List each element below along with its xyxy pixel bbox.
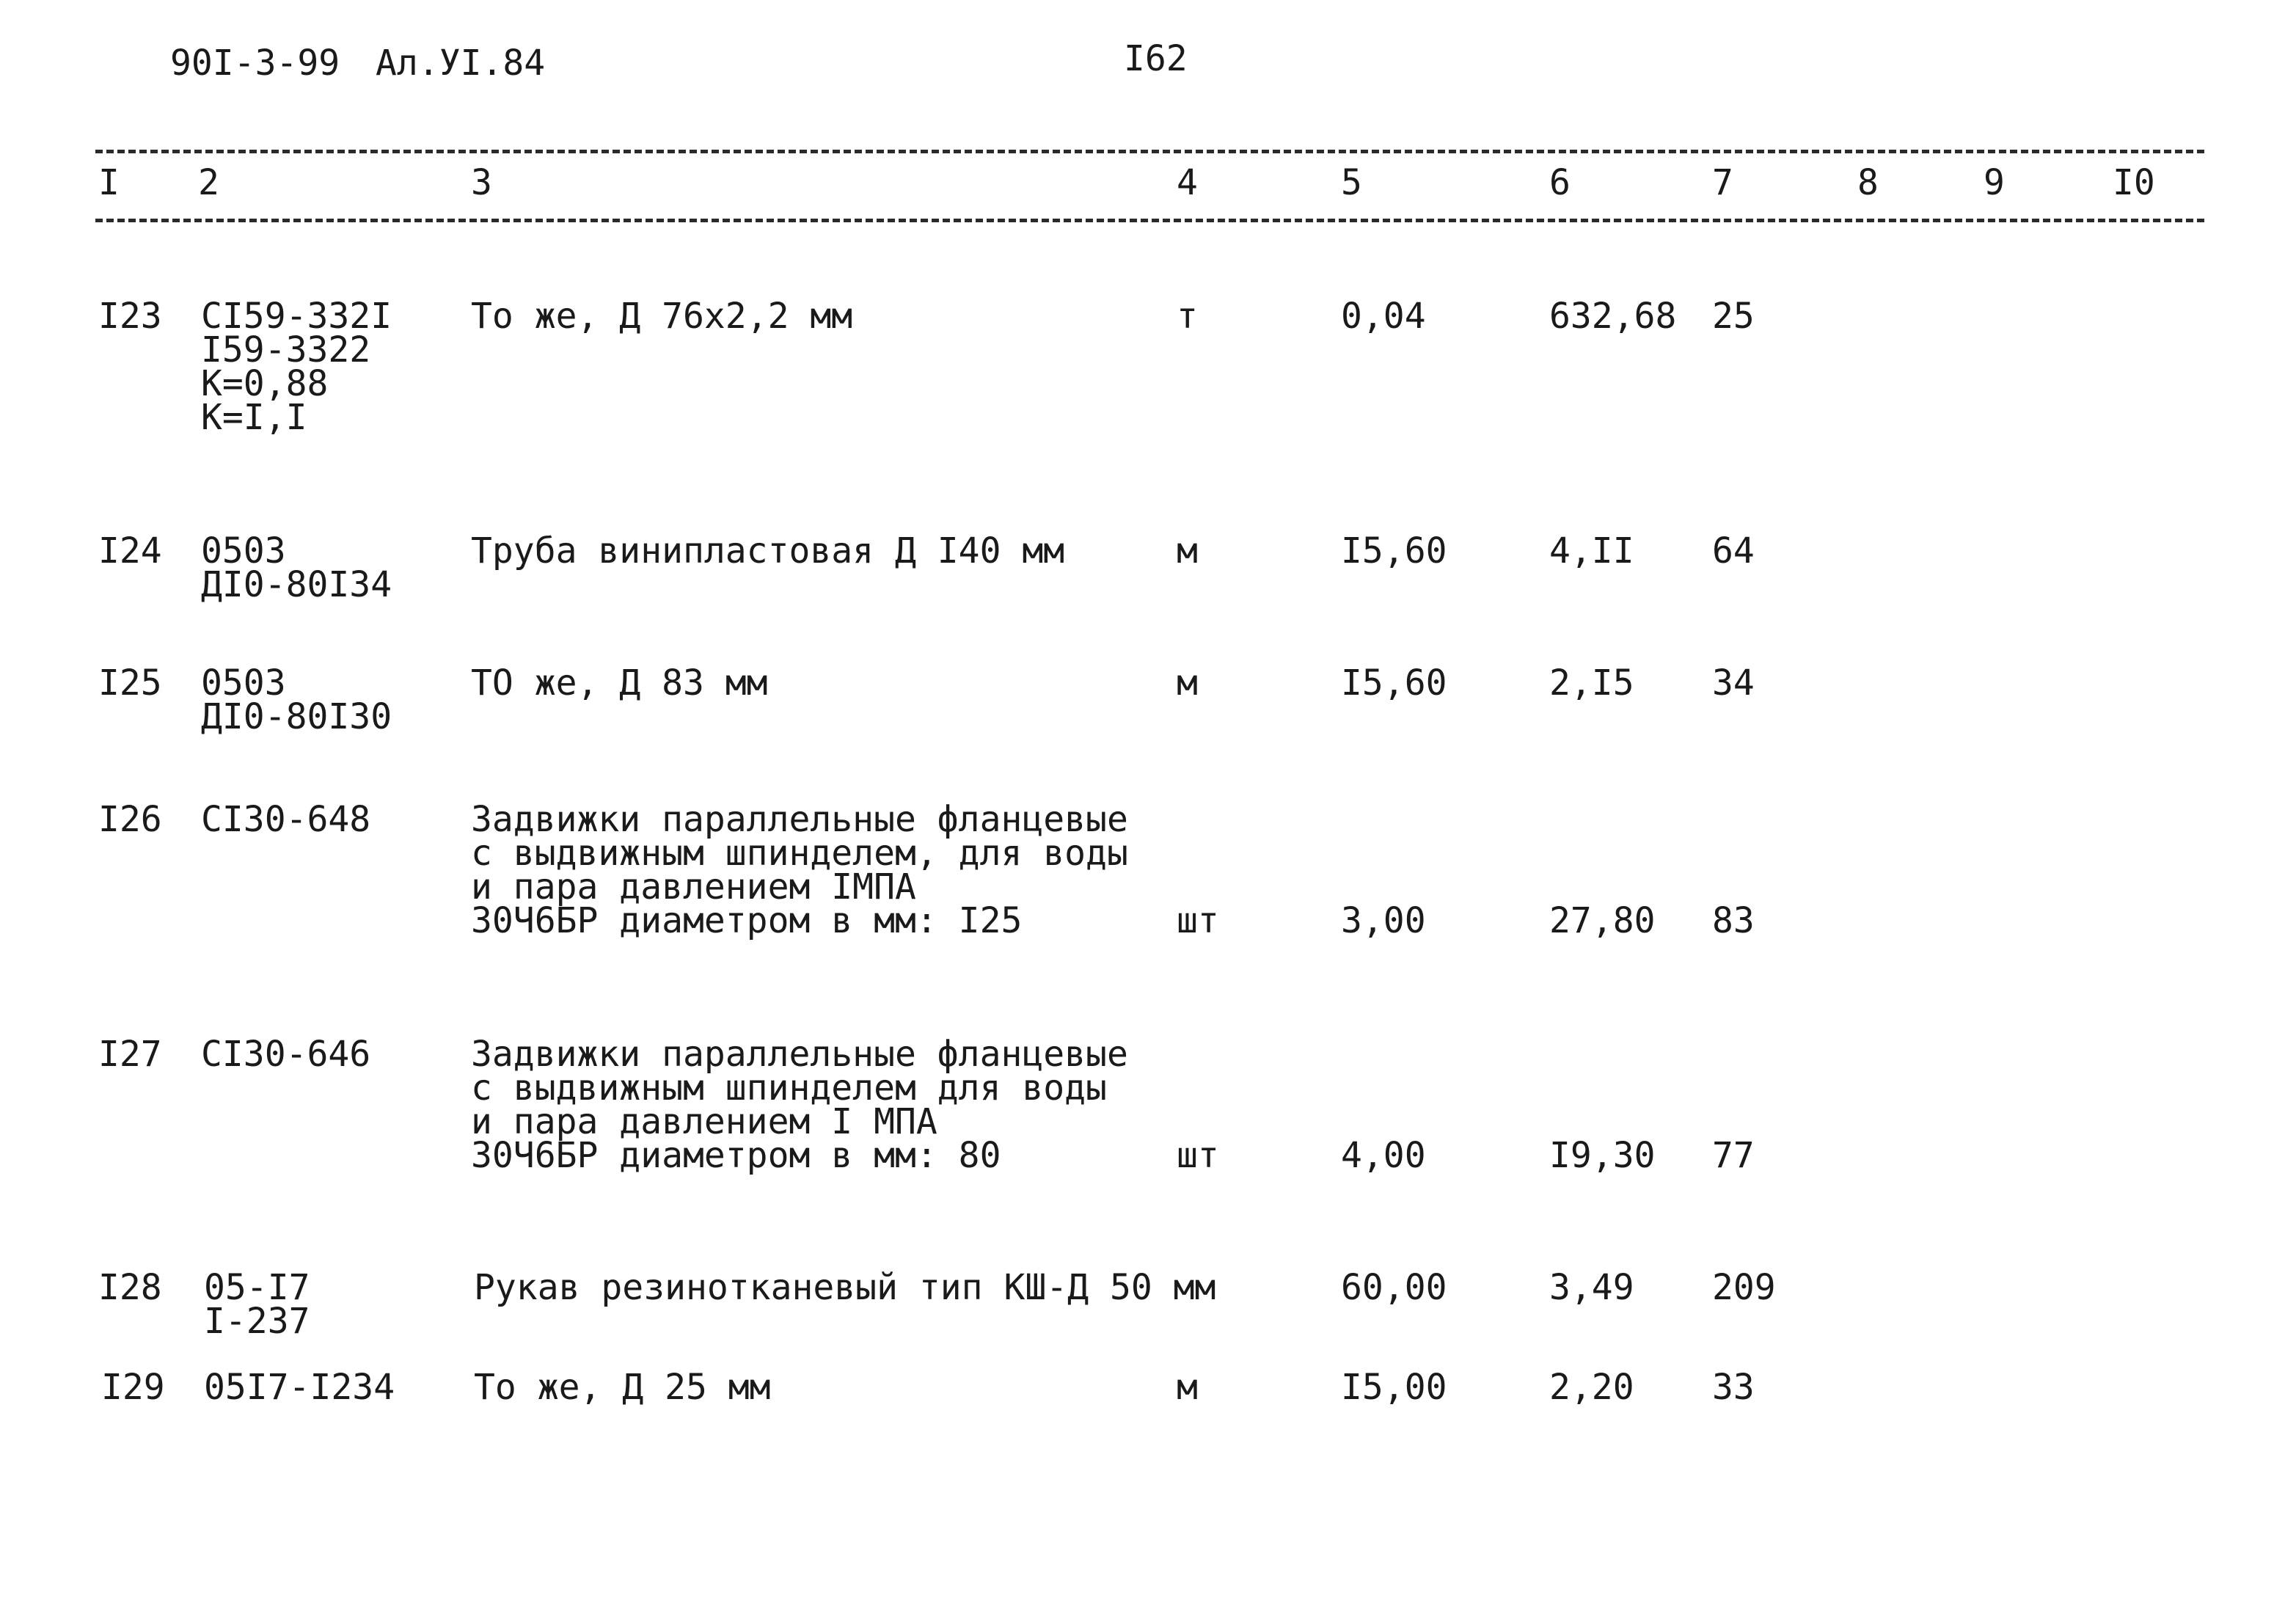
row-quantity: 60,00 [1341,1267,1447,1308]
row-quantity: 0,04 [1341,296,1426,337]
row-price: 27,80 [1549,900,1656,941]
row-description: Рукав резинотканевый тип КШ-Д 50 мм [474,1267,1216,1308]
header-rule-bottom [95,219,2204,222]
header-rule-top [95,150,2204,153]
row-price: 4,II [1549,530,1634,572]
row-unit: т [1177,296,1198,337]
row-number: I26 [98,799,162,840]
row-total: 83 [1712,900,1755,941]
row-description: ТО же, Д 83 мм [471,662,768,704]
row-unit: м [1177,530,1198,572]
col-header-5: 5 [1341,162,1362,203]
doc-code: 90I-3-99 [170,43,340,84]
row-total: 64 [1712,530,1755,572]
album-number: Ал.УI.84 [376,43,546,84]
col-header-7: 7 [1712,162,1733,203]
row-quantity: I5,60 [1341,530,1447,572]
col-header-1: I [98,162,120,203]
row-total: 25 [1712,296,1755,337]
row-description: Задвижки параллельные фланцевые с выдвижным шпинделем, для воды и пара давлением IМПА 30Ч6БР диаметром в мм: I25 [471,799,1128,941]
row-description: То же, Д 25 мм [474,1367,771,1408]
row-number: I25 [98,662,162,704]
row-unit: шт [1177,900,1219,941]
row-unit: шт [1177,1135,1219,1176]
row-price: I9,30 [1549,1135,1656,1176]
row-code: CI59-332I I59-3322 K=0,88 K=I,I [201,296,392,438]
row-description: То же, Д 76х2,2 мм [471,296,853,337]
row-number: I28 [98,1267,162,1308]
row-quantity: I5,60 [1341,662,1447,704]
row-code: CI30-646 [201,1034,371,1075]
row-quantity: 3,00 [1341,900,1426,941]
page-number: I62 [1124,38,1188,79]
row-description: Задвижки параллельные фланцевые с выдвижным шпинделем для воды и пара давлением I МПА 30Ч6БР диаметром в мм: 80 [471,1034,1128,1176]
row-unit: м [1177,662,1198,704]
row-price: 632,68 [1549,296,1677,337]
row-price: 3,49 [1549,1267,1634,1308]
row-code: 0503 ДI0-80I30 [201,662,392,737]
row-code: 0503 ДI0-80I34 [201,530,392,605]
row-total: 33 [1712,1367,1755,1408]
row-description: Труба винипластовая Д I40 мм [471,530,1065,572]
row-code: CI30-648 [201,799,371,840]
row-number: I29 [101,1367,165,1408]
col-header-10: I0 [2113,162,2155,203]
row-quantity: I5,00 [1341,1367,1447,1408]
col-header-4: 4 [1177,162,1198,203]
row-code: 05-I7 I-237 [204,1267,310,1342]
row-quantity: 4,00 [1341,1135,1426,1176]
row-total: 77 [1712,1135,1755,1176]
col-header-2: 2 [198,162,219,203]
row-total: 209 [1712,1267,1776,1308]
row-price: 2,I5 [1549,662,1634,704]
row-number: I27 [98,1034,162,1075]
col-header-6: 6 [1549,162,1571,203]
col-header-9: 9 [1984,162,2005,203]
row-number: I23 [98,296,162,337]
row-code: 05I7-I234 [204,1367,395,1408]
col-header-8: 8 [1857,162,1879,203]
row-total: 34 [1712,662,1755,704]
row-price: 2,20 [1549,1367,1634,1408]
row-number: I24 [98,530,162,572]
col-header-3: 3 [471,162,492,203]
row-unit: м [1177,1367,1198,1408]
